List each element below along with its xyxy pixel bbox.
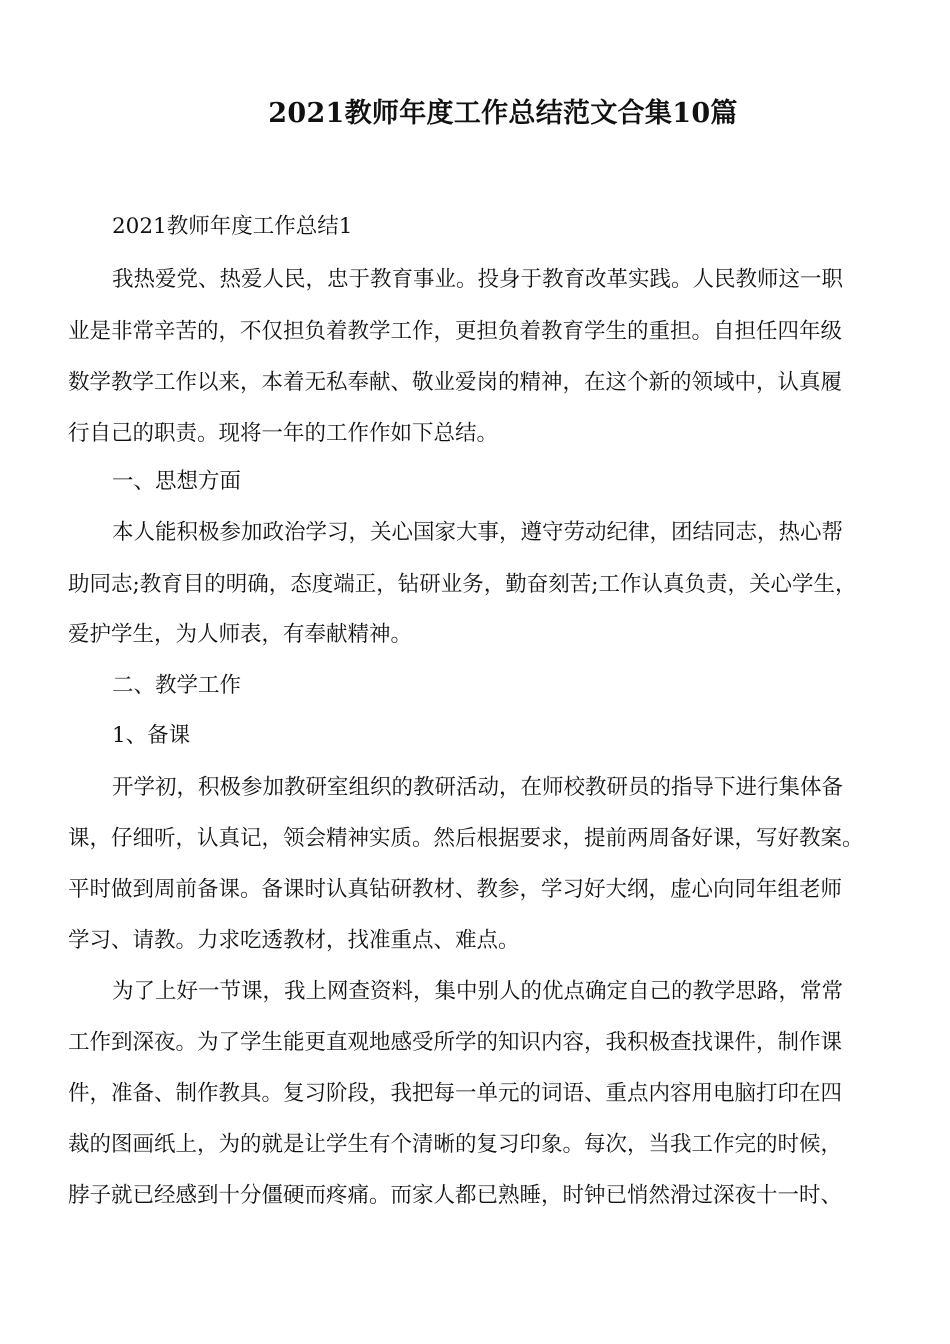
section-heading: 二、教学工作 [112,673,242,698]
paragraph-line: 行自己的职责。现将一年的工作作如下总结。 [68,421,499,446]
subsection-heading: 1、备课 [112,723,191,748]
paragraph-line: 裁的图画纸上，为的就是让学生有个清晰的复习印象。每次，当我工作完的时候， [68,1132,843,1157]
paragraph-line: 脖子就已经感到十分僵硬而疼痛。而家人都已熟睡，时钟已悄然滑过深夜十一时、 [68,1183,843,1208]
paragraph-line: 课，仔细听，认真记，领会精神实质。然后根据要求，提前两周备好课，写好教案。 [68,826,864,851]
paragraph-line: 业是非常辛苦的，不仅担负着教学工作，更担负着教育学生的重担。自担任四年级 [68,319,843,344]
paragraph-line: 开学初，积极参加教研室组织的教研活动，在师校教研员的指导下进行集体备 [112,775,844,800]
paragraph-line: 本人能积极参加政治学习，关心国家大事，遵守劳动纪律，团结同志，热心帮 [112,520,844,545]
section-heading: 一、思想方面 [112,469,242,494]
paragraph-line: 工作到深夜。为了学生能更直观地感受所学的知识内容，我积极查找课件，制作课 [68,1030,843,1055]
section-heading: 2021教师年度工作总结1 [112,214,353,239]
paragraph-line: 数学教学工作以来，本着无私奉献、敬业爱岗的精神，在这个新的领域中，认真履 [68,370,843,395]
paragraph-line: 我热爱党、热爱人民，忠于教育事业。投身于教育改革实践。人民教师这一职 [112,267,844,292]
paragraph-line: 爱护学生，为人师表，有奉献精神。 [68,622,413,647]
document-title: 2021教师年度工作总结范文合集10篇 [268,98,738,129]
paragraph-line: 助同志;教育目的明确，态度端正，钻研业务，勤奋刻苦;工作认真负责，关心学生， [68,572,857,597]
paragraph-line: 平时做到周前备课。备课时认真钻研教材、教参，学习好大纲，虚心向同年组老师 [68,877,843,902]
paragraph-line: 件，准备、制作教具。复习阶段，我把每一单元的词语、重点内容用电脑打印在四 [68,1081,843,1106]
paragraph-line: 学习、请教。力求吃透教材，找准重点、难点。 [68,928,520,953]
paragraph-line: 为了上好一节课，我上网查资料，集中别人的优点确定自己的教学思路，常常 [112,979,844,1004]
